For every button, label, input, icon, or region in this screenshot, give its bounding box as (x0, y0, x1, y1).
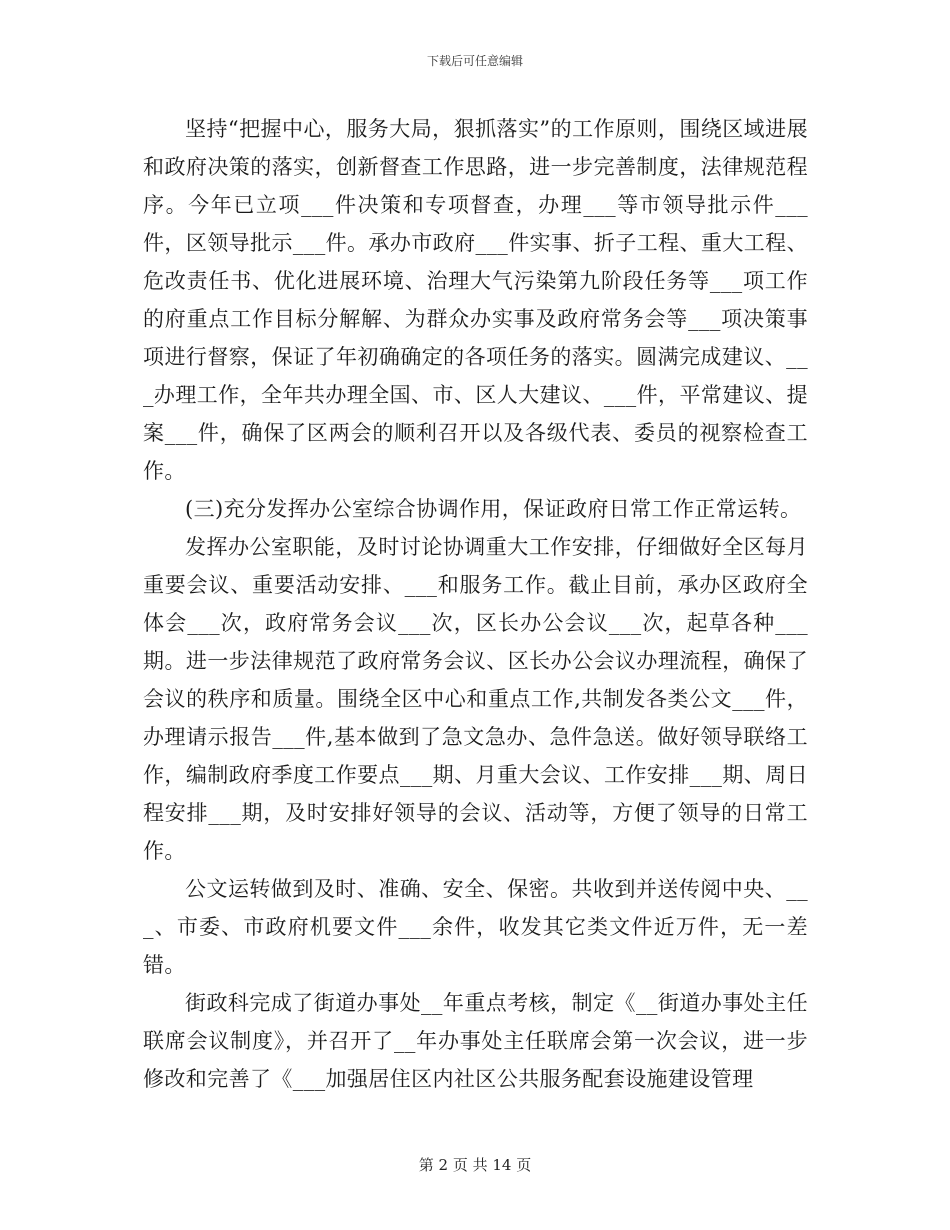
paragraph-document-circulation: 公文运转做到及时、准确、安全、保密。共收到并送传阅中央、___、市委、市政府机要文件___余件，收发其它类文件近万件，无一差错。 (143, 877, 808, 977)
page-number: 第 2 页 共 14 页 (418, 1156, 532, 1174)
section-heading-coordination: (三)充分发挥办公室综合协调作用，保证政府日常工作正常运转。 (185, 497, 802, 521)
document-body (143, 110, 808, 1098)
page-header: 下载后可任意编辑 (426, 54, 523, 68)
paragraph-supervision: 坚持“把握中心，服务大局，狠抓落实”的工作原则，围绕区域进展和政府决策的落实，创新督查工作思路，进一步完善制度，法律规范程序。今年已立项___件决策和专项督查，办理___等市领导批示件___件，区领导批示___件。承办市政府___件实事、折子工程、重大工程、危改责任书、优化进展环境、治理大气污染第九阶段任务等___项工作的府重点工作目标分解解、为群众办实事及政府常务会等___项决策事项进行督察，保证了年初确确定的各项任务的落实。圆满完成建议、___办理工作，全年共办理全国、市、区人大建议、___件，平常建议、提案___件，确保了区两会的顺利召开以及各级代表、委员的视察检查工作。 (143, 117, 808, 483)
paragraph-street-affairs: 街政科完成了街道办事处__年重点考核，制定《__街道办事处主任联席会议制度》，并召开了__年办事处主任联席会第一次会议，进一步修改和完善了《___加强居住区内社区公共服务配套设施建设管理 (143, 991, 808, 1091)
paragraph-office-functions: 发挥办公室职能，及时讨论协调重大工作安排，仔细做好全区每月重要会议、重要活动安排、___和服务工作。截止目前，承办区政府全体会___次，政府常务会议___次，区长办公会议___次，起草各种___期。进一步法律规范了政府常务会议、区长办公会议办理流程，确保了会议的秩序和质量。围绕全区中心和重点工作,共制发各类公文___件，办理请示报告___件,基本做到了急文急办、急件急送。做好领导联络工作，编制政府季度工作要点___期、月重大会议、工作安排___期、周日程安排___期，及时安排好领导的会议、活动等，方便了领导的日常工作。 (143, 535, 808, 863)
